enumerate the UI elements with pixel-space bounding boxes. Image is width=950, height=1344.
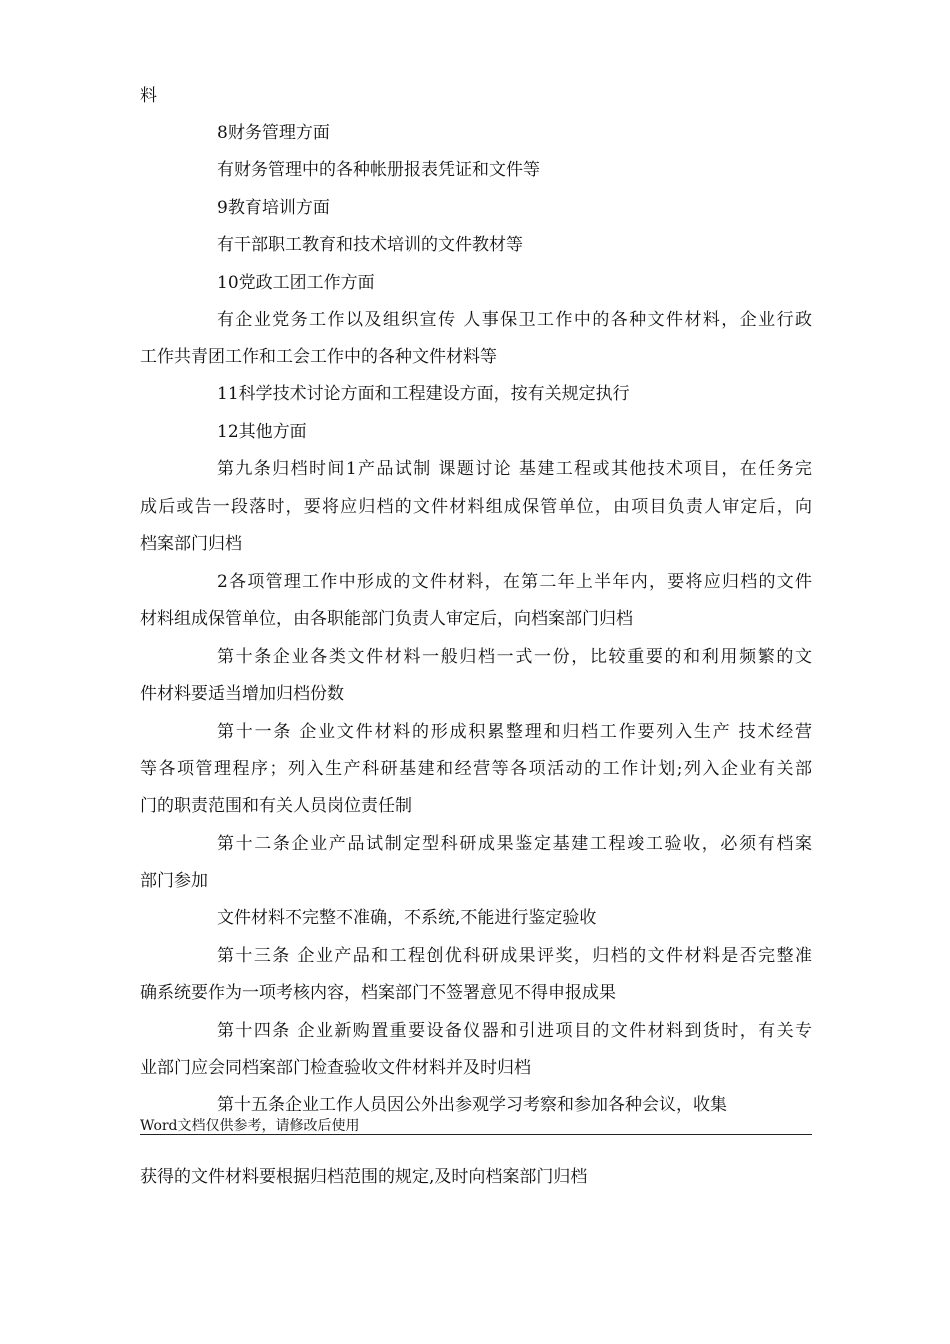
text-line: 有干部职工教育和技术培训的文件教材等 xyxy=(217,235,523,255)
section-heading: 9教育培训方面 xyxy=(217,198,330,218)
text-line: 第十三条 企业产品和工程创优科研成果评奖，归档的文件材料是否完整准 xyxy=(217,946,812,966)
section-heading: 11科学技术讨论方面和工程建设方面，按有关规定执行 xyxy=(217,384,630,404)
text-line: 料 xyxy=(140,86,157,106)
text-line: 档案部门归档 xyxy=(140,534,242,554)
text-line: 有财务管理中的各种帐册报表凭证和文件等 xyxy=(217,160,540,180)
text-line: 工作共青团工作和工会工作中的各种文件材料等 xyxy=(140,347,497,367)
text-line: 第十条企业各类文件材料一般归档一式一份，比较重要的和利用频繁的文 xyxy=(217,647,812,667)
text-line: 获得的文件材料要根据归档范围的规定,及时向档案部门归档 xyxy=(140,1167,588,1187)
section-heading: 12其他方面 xyxy=(217,422,307,442)
text-line: 第十五条企业工作人员因公外出参观学习考察和参加各种会议，收集 xyxy=(217,1095,727,1115)
text-line: 业部门应会同档案部门检查验收文件材料并及时归档 xyxy=(140,1058,531,1078)
text-line: 文件材料不完整不准确，不系统,不能进行鉴定验收 xyxy=(217,908,597,928)
text-line: 门的职责范围和有关人员岗位责任制 xyxy=(140,796,412,816)
text-line: 第十一条 企业文件材料的形成积累整理和归档工作要列入生产 技术经营 xyxy=(217,722,812,742)
text-line: 成后或告一段落时，要将应归档的文件材料组成保管单位，由项目负责人审定后，向 xyxy=(140,497,812,517)
section-heading: 10党政工团工作方面 xyxy=(217,273,375,293)
text-line: 件材料要适当增加归档份数 xyxy=(140,684,344,704)
footer-divider xyxy=(140,1134,812,1135)
text-line: 确系统要作为一项考核内容，档案部门不签署意见不得申报成果 xyxy=(140,983,616,1003)
footer-note: Word文档仅供参考，请修改后使用 xyxy=(140,1118,360,1134)
text-line: 第十二条企业产品试制定型科研成果鉴定基建工程竣工验收，必须有档案 xyxy=(217,834,812,854)
text-line: 第十四条 企业新购置重要设备仪器和引进项目的文件材料到货时，有关专 xyxy=(217,1021,812,1041)
text-line: 部门参加 xyxy=(140,871,208,891)
text-line: 有企业党务工作以及组织宣传 人事保卫工作中的各种文件材料，企业行政 xyxy=(217,310,812,330)
text-line: 2各项管理工作中形成的文件材料，在第二年上半年内，要将应归档的文件 xyxy=(217,572,812,592)
text-line: 材料组成保管单位，由各职能部门负责人审定后，向档案部门归档 xyxy=(140,609,633,629)
text-line: 等各项管理程序；列入生产科研基建和经营等各项活动的工作计划;列入企业有关部 xyxy=(140,759,812,779)
text-line: 第九条归档时间1产品试制 课题讨论 基建工程或其他技术项目，在任务完 xyxy=(217,459,812,479)
section-heading: 8财务管理方面 xyxy=(217,123,330,143)
